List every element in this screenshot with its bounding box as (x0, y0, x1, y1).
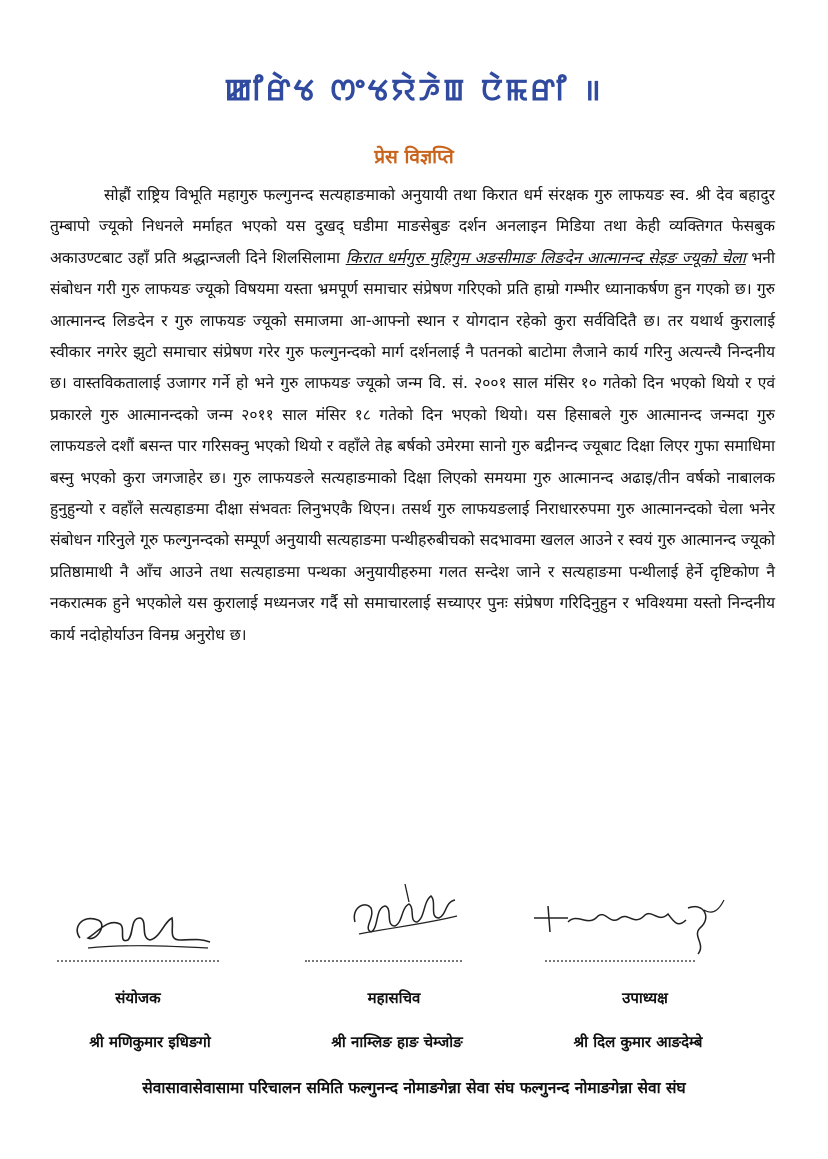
name-general-secretary: श्री नाम्लिङ हाङ चेम्जोङ (331, 1033, 463, 1051)
organization-footer: सेवासावासेवासामा परिचालन समिति फल्गुनन्द नोमाङगेन्ना सेवा संघ फल्गुनन्द नोमाङगेन्ना सेवा संघ (142, 1079, 686, 1097)
quoted-news-phrase: किरात धर्मगुरु मुहिगुम अङसीमाङ लिङदेन आत्मानन्द सेइङ ज्यूको चेला (345, 248, 746, 267)
signature-coordinator (68, 888, 218, 958)
name-vice-president: श्री दिल कुमार आङदेम्बे (573, 1033, 703, 1051)
signature-line-general-secretary (305, 952, 462, 962)
role-general-secretary: महासचिव (367, 989, 421, 1007)
signature-line-coordinator (57, 952, 219, 962)
name-coordinator: श्री मणिकुमार इधिङगो (89, 1033, 211, 1051)
script-heading: ꯀꯤꯔꯥꯠ ꯁꯦꯠꯌꯥꯍꯥꯡ ꯅꯥꯃꯔꯤ ॥ (224, 73, 604, 108)
body-text-part-1: सोह्रौं राष्ट्रिय विभूति महागुरु फल्गुनन्द सत्यहाङमाको अनुयायी तथा किरात धर्म संरक्षक गुरु लाफयङ स्व. श्री देव बहादुर तुम्बापो ज्यूको निधनले मर्माहत भएको यस दुखद् घडीमा माङसेबुङ दर्शन अनलाइन मिडिया तथा केही व्यक्तिगत फेसबुक अकाउण्टबाट उहाँ प्रति श्रद्धान्जली दिने शिलसिलामा (50, 186, 775, 267)
signature-line-vice-president (545, 952, 695, 962)
press-release-title: प्रेस विज्ञप्ति (374, 146, 454, 168)
signature-vice-president (528, 888, 728, 958)
signature-general-secretary (345, 878, 465, 948)
role-vice-president: उपाध्यक्ष (622, 989, 668, 1007)
body-text-part-2: भनी संबोधन गरी गुरु लाफयङ ज्यूको विषयमा यस्ता भ्रमपूर्ण समाचार संप्रेषण गरिएको प्रति हाम्रो गम्भीर ध्यानाकर्षण हुन गएको छ। गुरु आत्मानन्द लिङदेन र गुरु लाफयङ ज्यूको समाजमा आ-आफ्नो स्थान र योगदान रहेको कुरा सर्वविदितै छ। तर यथार्थ कुरालाई स्वीकार नगरेर झुटो समाचार संप्रेषण गरेर गुरु फल्गुनन्दको मार्ग दर्शनलाई नै पतनको बाटोमा लैजाने कार्य गरिनु अत्यन्त्यै निन्दनीय छ। वास्तविकतालाई उजागर गर्ने हो भने गुरु लाफयङ ज्यूको जन्म वि. सं. २००१ साल मंसिर १० गतेको दिन भएको थियो र एवं प्रकारले गुरु आत्मानन्दको जन्म २०११ साल मंसिर १८ गतेको दिन भएको थियो। यस हिसाबले गुरु आत्मानन्द जन्मदा गुरु लाफयङले दशौं बसन्त पार गरिसक्नु भएको थियो र वहाँले तेह्र बर्षको उमेरमा सानो गुरु बद्रीनन्द ज्यूबाट दिक्षा लिएर गुफा समाधिमा बस्नु भएको कुरा जगजाहेर छ। गुरु लाफयङले सत्यहाङमाको दिक्षा लिएको समयमा गुरु आत्मानन्द अढाइ/तीन वर्षको नाबालक हुनुहुन्यो र वहाँले सत्यहाङमा दीक्षा संभवतः लिनुभएकै थिएन। तसर्थ गुरु लाफयङलाई निराधाररुपमा गुरु आत्मानन्दको चेला भनेर संबोधन गरिनुले गूरु फल्गुनन्दको सम्पूर्ण अनुयायी सत्यहाङमा पन्थीहरुबीचको सदभावमा खलल आउने र स्वयं गुरु आत्मानन्द ज्यूको प्रतिष्ठामाथी नै आँच आउने तथा सत्यहाङमा पन्थका अनुयायीहरुमा गलत सन्देश जाने र सत्यहाङमा पन्थीलाई हेर्ने दृष्टिकोण नै नकरात्मक हुने भएकोले यस कुरालाई मध्यनजर गर्दै सो समाचारलाई सच्याएर पुनः संप्रेषण गरिदिनुहुन र भविश्यमा यस्तो निन्दनीय कार्य नदोहोर्याउन विनम्र अनुरोध छ। (50, 248, 775, 644)
role-coordinator: संयोजक (115, 989, 161, 1007)
press-release-body (50, 180, 775, 651)
